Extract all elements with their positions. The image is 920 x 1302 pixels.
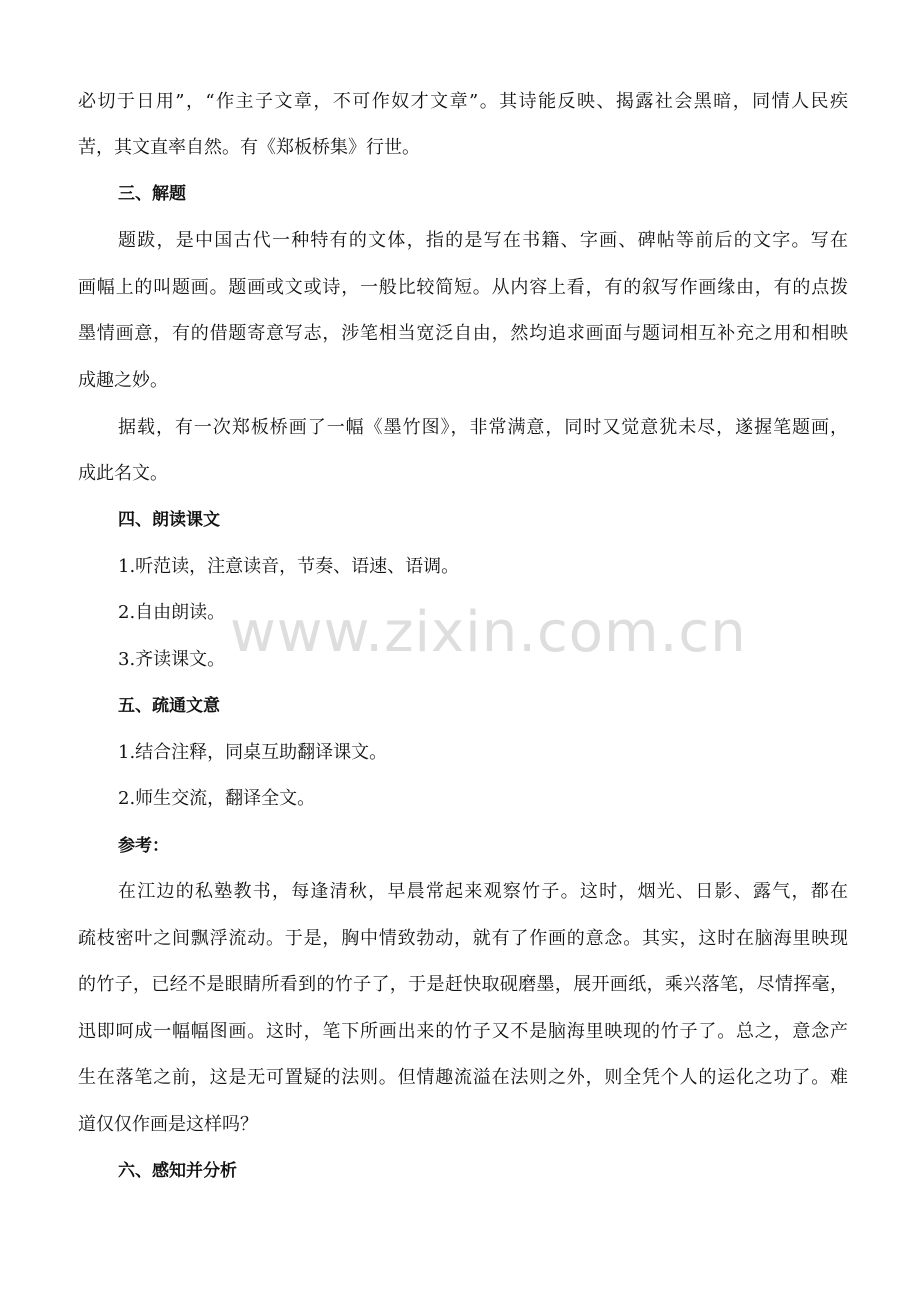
section3-para1-line-3: 墨情画意，有的借题寄意写志，涉笔相当宽泛自由，然均追求画面与题词相互补充之用和相映 bbox=[78, 323, 848, 344]
section3-para2-line-2: 成此名文。 bbox=[78, 463, 168, 484]
site-watermark: www.zixin.com.cn bbox=[230, 600, 747, 665]
intro-line-2: 苦，其文直率自然。有《郑板桥集》行世。 bbox=[78, 137, 420, 158]
reference-line-3: 的竹子，已经不是眼睛所看到的竹子了，于是赶快取砚磨墨，展开画纸，乘兴落笔，尽情挥毫， bbox=[78, 974, 848, 995]
section5-item-2: 2.师生交流，翻译全文。 bbox=[118, 788, 316, 809]
section-heading-4: 四、朗读课文 bbox=[118, 510, 220, 530]
section-heading-3: 三、解题 bbox=[118, 184, 186, 204]
section3-para1-line-2: 画幅上的叫题画。题画或文或诗，一般比较简短。从内容上看，有的叙写作画缘由，有的点拨 bbox=[78, 277, 848, 298]
section4-item-2: 2.自由朗读。 bbox=[118, 602, 226, 623]
reference-line-4: 迅即呵成一幅幅图画。这时，笔下所画出来的竹子又不是脑海里映现的竹子了。总之，意念产 bbox=[78, 1021, 848, 1042]
section-heading-5: 五、疏通文意 bbox=[118, 696, 220, 716]
section4-item-1: 1.听范读，注意读音，节奏、语速、语调。 bbox=[118, 556, 460, 577]
reference-line-5: 生在落笔之前，这是无可置疑的法则。但情趣流溢在法则之外，则全凭个人的运化之功了。难 bbox=[78, 1067, 848, 1088]
reference-line-6: 道仅仅作画是这样吗？ bbox=[78, 1114, 258, 1135]
section3-para1-line-4: 成趣之妙。 bbox=[78, 370, 168, 391]
section3-para1-line-1: 题跋，是中国古代一种特有的文体，指的是写在书籍、字画、碑帖等前后的文字。写在 bbox=[118, 230, 848, 251]
section4-item-3: 3.齐读课文。 bbox=[118, 649, 226, 670]
reference-line-2: 疏枝密叶之间飘浮流动。于是，胸中情致勃动，就有了作画的意念。其实，这时在脑海里映现 bbox=[78, 928, 848, 949]
reference-label: 参考： bbox=[118, 836, 169, 856]
section3-para2-line-1: 据载，有一次郑板桥画了一幅《墨竹图》，非常满意，同时又觉意犹未尽，遂握笔题画， bbox=[118, 417, 848, 438]
section-heading-6: 六、感知并分析 bbox=[118, 1161, 237, 1181]
section5-item-1: 1.结合注释，同桌互助翻译课文。 bbox=[118, 742, 388, 763]
reference-line-1: 在江边的私塾教书，每逢清秋，早晨常起来观察竹子。这时，烟光、日影、露气，都在 bbox=[118, 881, 848, 902]
intro-line-1: 必切于日用”，“作主子文章，不可作奴才文章”。其诗能反映、揭露社会黑暗，同情人民疾 bbox=[78, 91, 848, 112]
